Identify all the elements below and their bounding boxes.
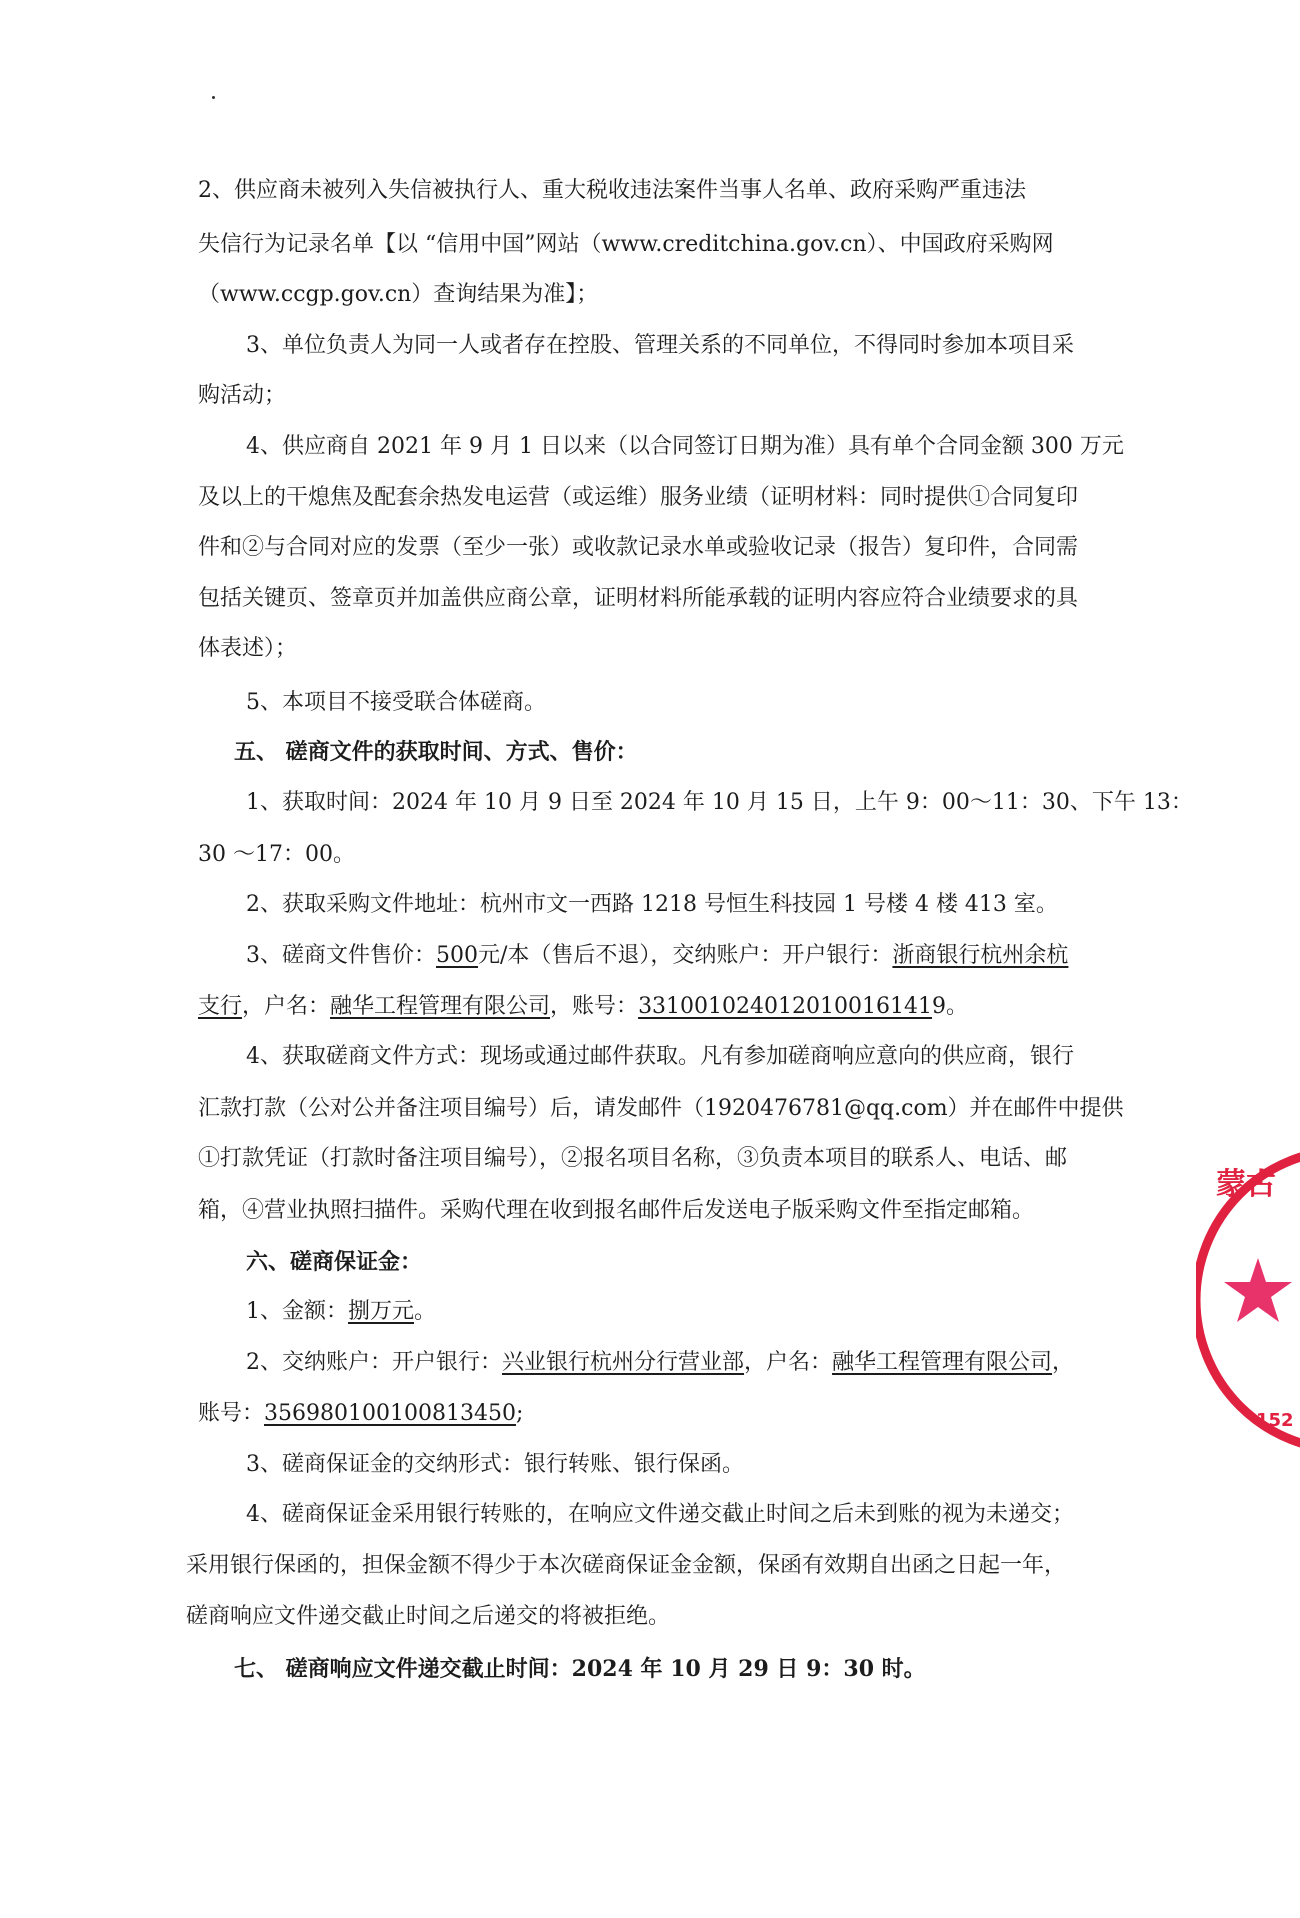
section5-p1-line2: 30 ～17：00。	[198, 842, 355, 867]
fee-mid3: ，账号：	[550, 994, 639, 1019]
seal-graphic	[1196, 1140, 1300, 1460]
section7-heading: 七、 磋商响应文件递交截止时间：2024 年 10 月 29 日 9：30 时。	[234, 1656, 926, 1682]
section5-p2-line1: 2、获取采购文件地址：杭州市文一西路 1218 号恒生科技园 1 号楼 4 楼 413 室。	[246, 892, 1058, 917]
deposit-prefix: 1、金额：	[246, 1299, 348, 1324]
section6-p1-line1	[246, 1297, 1156, 1327]
deposit-account-suffix: ;	[515, 1401, 524, 1426]
item3-line1: 3、单位负责人为同一人或者存在控股、管理关系的不同单位，不得同时参加本项目采	[246, 333, 1074, 358]
seal-star-icon	[1224, 1258, 1292, 1322]
deposit-bank-suffix: ，	[1052, 1350, 1075, 1375]
section5-p1-line1: 1、获取时间：2024 年 10 月 9 日至 2024 年 10 月 15 日，上午 9：00～11：30、下午 13：	[246, 790, 1193, 815]
fee-prefix: 3、磋商文件售价：	[246, 943, 436, 968]
section5-p4-line2: 汇款打款（公对公并备注项目编号）后，请发邮件（1920476781@qq.com）并在邮件中提供	[198, 1096, 1124, 1121]
item2-line1: 2、供应商未被列入失信被执行人、重大税收违法案件当事人名单、政府采购严重违法	[198, 178, 1026, 203]
section6-p3-line1: 3、磋商保证金的交纳形式：银行转账、银行保函。	[246, 1452, 744, 1477]
company-seal	[1196, 1140, 1300, 1460]
seal-text-bottom: 152	[1256, 1410, 1294, 1431]
fee-account-name: 融华工程管理有限公司	[330, 994, 551, 1019]
item3-line2: 购活动；	[198, 383, 287, 408]
section5-p4-line3: ①打款凭证（打款时备注项目编号），②报名项目名称，③负责本项目的联系人、电话、邮	[198, 1146, 1068, 1171]
deposit-amount: 捌万元	[348, 1299, 415, 1324]
section6-p4-line1: 4、磋商保证金采用银行转账的，在响应文件递交截止时间之后未到账的视为未递交；	[246, 1502, 1074, 1527]
item4-line1: 4、供应商自 2021 年 9 月 1 日以来（以合同签订日期为准）具有单个合同金额 300 万元	[246, 434, 1124, 459]
fee-mid2: ，户名：	[242, 994, 331, 1019]
deposit-account-no: 356980100100813450	[264, 1401, 516, 1426]
section6-heading: 六、磋商保证金：	[246, 1249, 423, 1275]
fee-account-no: 331001024012010016141	[638, 994, 933, 1019]
deposit-bank-prefix: 2、交纳账户：开户银行：	[246, 1350, 502, 1375]
section6-p2-line1	[246, 1348, 1156, 1378]
section5-heading: 五、 磋商文件的获取时间、方式、售价：	[234, 739, 638, 765]
item4-line4: 包括关键页、签章页并加盖供应商公章，证明材料所能承载的证明内容应符合业绩要求的具	[198, 586, 1079, 611]
item5-line1: 5、本项目不接受联合体磋商。	[246, 690, 546, 715]
deposit-account-prefix: 账号：	[198, 1401, 265, 1426]
item4-line3: 件和②与合同对应的发票（至少一张）或收款记录水单或验收记录（报告）复印件，合同需	[198, 535, 1079, 560]
section5-p4-line4: 箱，④营业执照扫描件。采购代理在收到报名邮件后发送电子版采购文件至指定邮箱。	[198, 1198, 1035, 1223]
item2-line3: （www.ccgp.gov.cn）查询结果为准】；	[198, 282, 599, 307]
section6-p4-line3: 磋商响应文件递交截止时间之后递交的将被拒绝。	[186, 1604, 671, 1629]
scan-dot	[212, 96, 215, 99]
deposit-account-name: 融华工程管理有限公司	[832, 1350, 1053, 1375]
deposit-suffix: 。	[414, 1299, 437, 1324]
section6-p4-line2: 采用银行保函的，担保金额不得少于本次磋商保证金金额，保函有效期自出函之日起一年，	[186, 1553, 1067, 1578]
seal-text-top: 蒙古	[1216, 1167, 1276, 1202]
item4-line5: 体表述）；	[198, 636, 298, 661]
fee-suffix: 9。	[932, 994, 969, 1019]
fee-mid1: 元/本（售后不退），交纳账户：开户银行：	[478, 943, 893, 968]
deposit-bank: 兴业银行杭州分行营业部	[502, 1350, 745, 1375]
fee-bank-part2: 支行	[198, 994, 243, 1019]
fee-price: 500	[436, 943, 478, 968]
item4-line2: 及以上的干熄焦及配套余热发电运营（或运维）服务业绩（证明材料：同时提供①合同复印	[198, 485, 1079, 510]
section5-p4-line1: 4、获取磋商文件方式：现场或通过邮件获取。凡有参加磋商响应意向的供应商，银行	[246, 1044, 1074, 1069]
deposit-bank-mid: ，户名：	[744, 1350, 833, 1375]
section5-p3-line1	[246, 941, 1156, 971]
section6-p2-line2	[198, 1399, 1108, 1429]
fee-bank-part1: 浙商银行杭州余杭	[892, 943, 1069, 968]
section5-p3-line2	[198, 992, 1108, 1022]
item2-line2: 失信行为记录名单【以 “信用中国”网站（www.creditchina.gov.cn）、中国政府采购网	[198, 232, 1054, 257]
